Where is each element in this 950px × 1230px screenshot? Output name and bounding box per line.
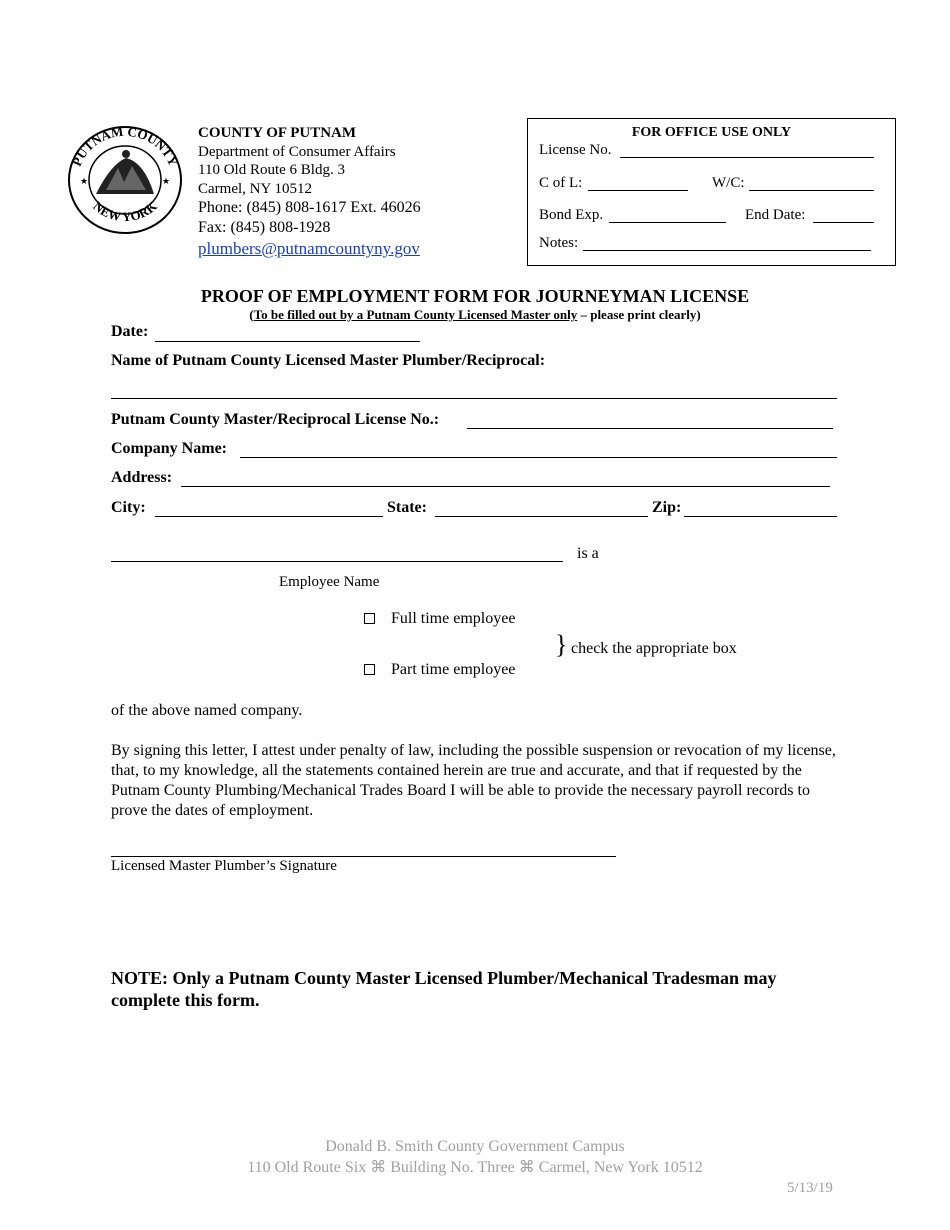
address-line-1: 110 Old Route 6 Bldg. 3 <box>198 162 345 178</box>
signature-field[interactable] <box>111 856 616 857</box>
footer-campus: Donald B. Smith County Government Campus <box>325 1138 625 1155</box>
state-field[interactable] <box>435 516 648 517</box>
brace-symbol: } <box>555 630 568 659</box>
license-no-field[interactable] <box>620 157 874 158</box>
employee-name-label: Employee Name <box>279 574 380 590</box>
svg-text:★: ★ <box>162 176 171 186</box>
date-field[interactable] <box>155 341 420 342</box>
department-name: Department of Consumer Affairs <box>198 143 396 160</box>
end-date-label: End Date: <box>745 207 806 223</box>
c-of-l-label: C of L: <box>539 175 583 191</box>
form-title: PROOF OF EMPLOYMENT FORM FOR JOURNEYMAN LICENSE <box>200 286 750 306</box>
fax-number: Fax: (845) 808-1928 <box>198 219 331 236</box>
phone-number: Phone: (845) 808-1617 Ext. 46026 <box>198 199 421 216</box>
city-label: City: <box>111 499 146 516</box>
attestation-paragraph: By signing this letter, I attest under penalty of law, including the possible suspension or revocation of my license, that, to my knowledge, all the statements contained herein are true and accurate, and that if requested by the Putnam County Plumbing/Mechanical Trades Board I will be able to provide the necessary payroll records to prove the dates of employment. <box>111 742 836 819</box>
svg-text:PUTNAM COUNTY: PUTNAM COUNTY <box>68 124 182 169</box>
county-name: COUNTY OF PUTNAM <box>198 125 357 141</box>
agency-header <box>198 124 421 260</box>
signature-label: Licensed Master Plumber’s Signature <box>111 858 337 874</box>
wc-label: W/C: <box>712 175 745 191</box>
svg-text:★: ★ <box>80 176 89 186</box>
notes-label: Notes: <box>539 235 579 251</box>
county-seal-logo <box>66 124 184 236</box>
wc-field[interactable] <box>749 190 874 191</box>
notes-field[interactable] <box>583 250 871 251</box>
state-label: State: <box>387 499 427 516</box>
date-label: Date: <box>111 323 149 340</box>
full-time-checkbox[interactable] <box>364 613 375 624</box>
form-note: NOTE: Only a Putnam County Master Licensed Plumber/Mechanical Tradesman may complete this form. <box>111 968 777 1010</box>
master-license-label: Putnam County Master/Reciprocal License No.: <box>111 411 440 428</box>
master-name-field[interactable] <box>111 398 837 399</box>
part-time-label: Part time employee <box>391 661 516 678</box>
c-of-l-field[interactable] <box>588 190 688 191</box>
of-company-text: of the above named company. <box>111 702 303 719</box>
address-field[interactable] <box>181 486 830 487</box>
end-date-field[interactable] <box>813 222 874 223</box>
address-label: Address: <box>111 469 173 486</box>
subtitle-underlined: To be filled out by a Putnam County Licensed Master only <box>253 307 578 322</box>
employee-name-field[interactable] <box>111 561 563 562</box>
part-time-checkbox[interactable] <box>364 664 375 675</box>
office-use-title: FOR OFFICE USE ONLY <box>631 125 792 140</box>
email-link[interactable]: plumbers@putnamcountyny.gov <box>198 239 420 258</box>
company-name-field[interactable] <box>240 457 837 458</box>
license-no-label: License No. <box>539 142 612 158</box>
full-time-label: Full time employee <box>391 610 516 627</box>
bond-exp-field[interactable] <box>609 222 726 223</box>
check-box-instruction: check the appropriate box <box>571 640 737 657</box>
svg-text:NEW YORK: NEW YORK <box>90 198 160 225</box>
footer-address: 110 Old Route Six ⌘ Building No. Three ⌘ Carmel, New York 10512 <box>247 1159 703 1176</box>
bond-exp-label: Bond Exp. <box>539 207 604 223</box>
master-license-field[interactable] <box>467 428 833 429</box>
zip-field[interactable] <box>684 516 837 517</box>
revision-date: 5/13/19 <box>787 1180 833 1196</box>
company-name-label: Company Name: <box>111 440 227 457</box>
city-field[interactable] <box>155 516 383 517</box>
is-a-text: is a <box>577 545 599 562</box>
zip-label: Zip: <box>652 499 682 516</box>
address-line-2: Carmel, NY 10512 <box>198 180 313 197</box>
master-name-label: Name of Putnam County Licensed Master Plumber/Reciprocal: <box>111 352 546 369</box>
office-use-box <box>527 118 896 266</box>
form-subtitle: (To be filled out by a Putnam County Licensed Master only – please print clearly) <box>249 307 701 322</box>
